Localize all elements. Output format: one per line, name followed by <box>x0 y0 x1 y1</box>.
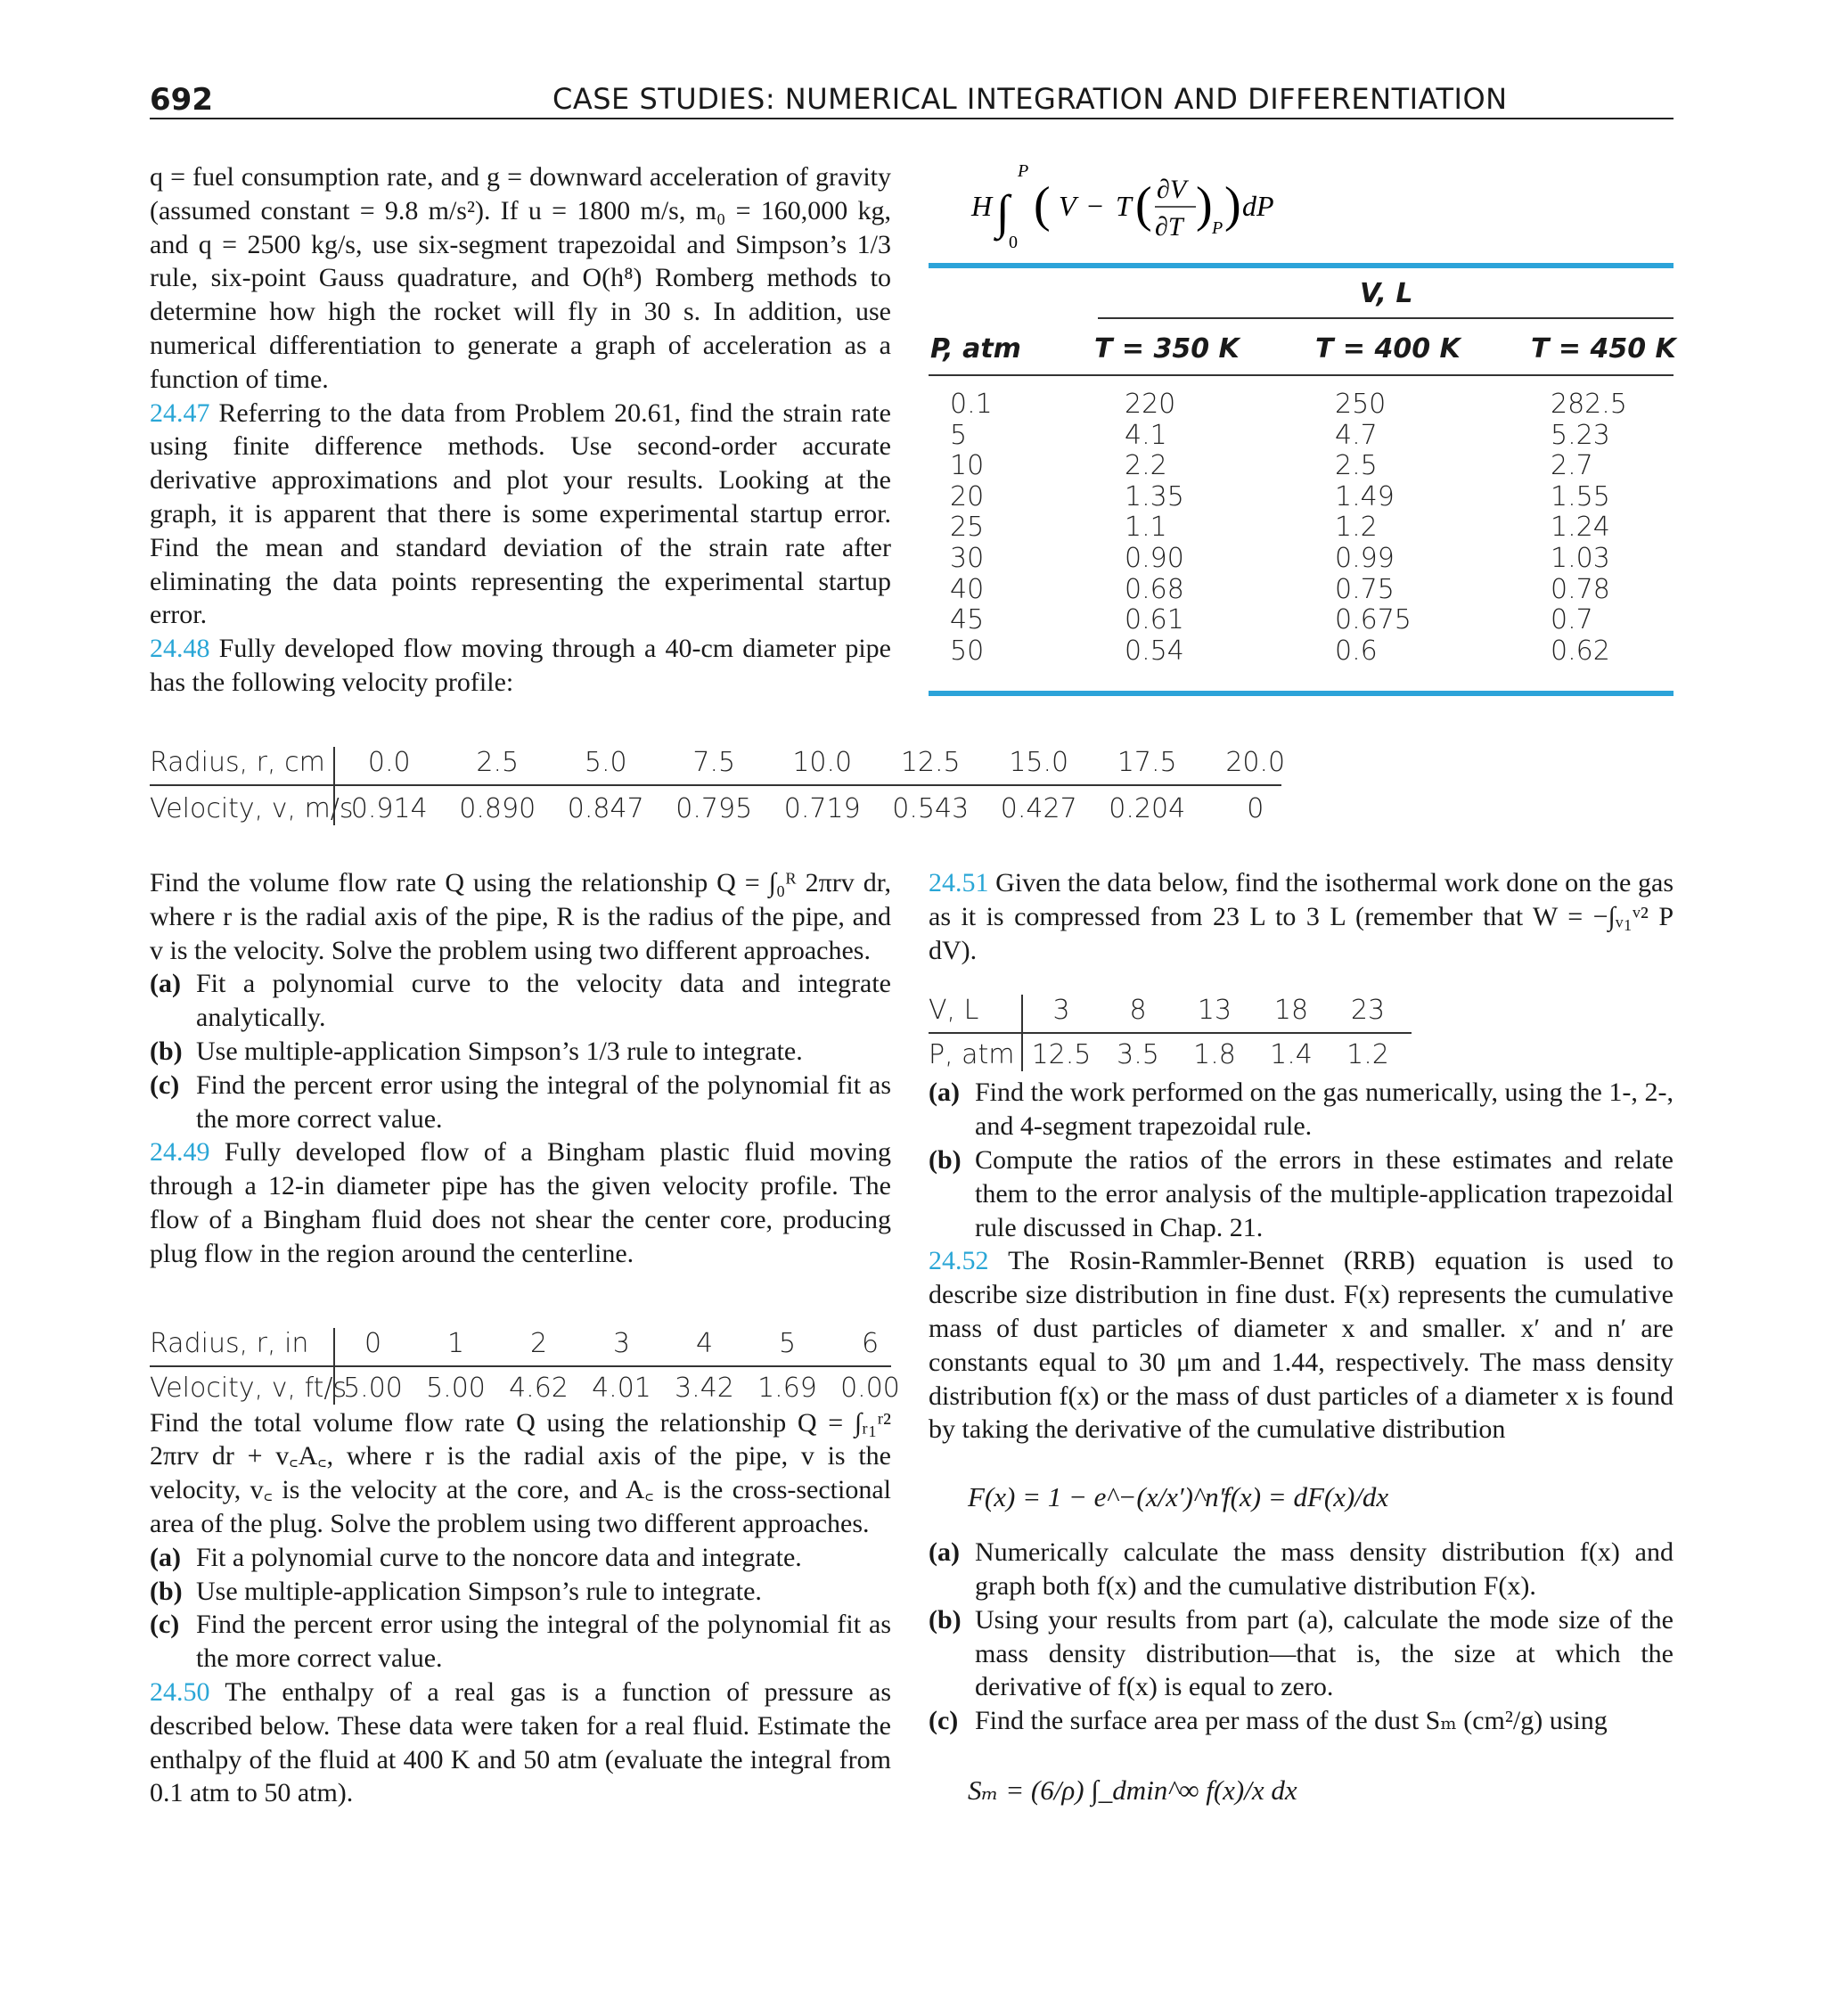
volume-cell: 2.5 <box>1335 450 1378 482</box>
part-text: Use multiple-application Simpson’s rule to integrate. <box>196 1576 762 1606</box>
table-cell: 15.0 <box>1009 747 1069 778</box>
part-label: (a) <box>929 1537 960 1568</box>
volume-cell: 0.61 <box>1125 604 1184 636</box>
volume-cell: 4.7 <box>1335 419 1378 451</box>
problem-24-49 <box>150 1135 891 1270</box>
part-a <box>929 1076 1674 1143</box>
part-c <box>150 1069 891 1136</box>
table-cell: 2.5 <box>476 747 520 778</box>
table-cell: 0.543 <box>892 793 970 824</box>
integral-sign: ∫ <box>996 185 1010 239</box>
row-label-volume: V, L <box>929 995 979 1026</box>
volume-cell: 250 <box>1335 389 1387 420</box>
group-header-rule <box>1098 317 1674 319</box>
table-cell: 23 <box>1350 995 1386 1026</box>
part-a <box>150 967 891 1035</box>
part-a <box>929 1536 1674 1603</box>
part-text: Find the work performed on the gas numerically, using the 1-, 2-, and 4-segment trapezoidal rule. <box>975 1078 1674 1142</box>
table-cell: 0.0 <box>367 747 411 778</box>
formula-T: T <box>1116 190 1132 222</box>
table-cell: 7.5 <box>692 747 736 778</box>
formula-dP: dP <box>1242 190 1274 222</box>
partial-V: ∂V <box>1157 175 1187 204</box>
part-label: (c) <box>929 1706 959 1736</box>
pressure-cell: 20 <box>950 480 985 512</box>
part-text: Find the percent error using the integral of the polynomial fit as the more correct value. <box>196 1069 891 1134</box>
table-cell: 5.00 <box>343 1373 403 1404</box>
col-header-350: T = 350 K <box>1094 333 1240 365</box>
table-top-rule <box>929 263 1674 268</box>
paren-open: ( <box>1034 177 1051 233</box>
volume-cell: 0.54 <box>1125 635 1184 667</box>
table-cell: 2 <box>529 1328 548 1359</box>
table-cell: 1.8 <box>1193 1039 1236 1070</box>
total-flow-paragraph: Find the total volume flow rate Q using the relationship Q = ∫ᵣ₁ʳ² 2πrv dr + v꜀A꜀, where r is the radial axis of the pipe, v is the velocity, v꜀ is the velocity at the core, and A꜀ is the cross-sectional area of the plug. Solve the problem using two different approaches. <box>150 1407 891 1538</box>
problem-24-51 <box>929 866 1674 967</box>
table-cell: 13 <box>1197 995 1232 1026</box>
volume-cell: 2.2 <box>1125 450 1167 482</box>
problem-number: 24.49 <box>150 1137 210 1168</box>
part-text: Use multiple-application Simpson’s 1/3 rule to integrate. <box>196 1036 803 1066</box>
part-label: (a) <box>929 1078 960 1108</box>
problem-number: 24.51 <box>929 868 989 897</box>
volume-cell: 1.49 <box>1335 480 1395 512</box>
volume-cell: 2.7 <box>1551 450 1593 482</box>
table-cell: 0.847 <box>567 793 644 824</box>
part-label: (c) <box>150 1069 180 1100</box>
volume-cell: 220 <box>1125 389 1176 420</box>
volume-cell: 0.62 <box>1551 635 1610 667</box>
volume-cell: 282.5 <box>1551 389 1627 420</box>
table-cell: 17.5 <box>1117 747 1177 778</box>
problem-24-52 <box>929 1244 1674 1446</box>
rrb-equations <box>929 1446 1674 1536</box>
table-cell: 1.69 <box>757 1373 817 1404</box>
paren-close: ) <box>1224 177 1241 233</box>
volume-cell: 0.75 <box>1335 573 1395 605</box>
part-b <box>150 1575 891 1609</box>
table-cell: 12.5 <box>1031 1039 1092 1070</box>
eq-surface-area: Sₘ = (6/ρ) ∫_dmin^∞ f(x)/x dx <box>968 1774 1297 1806</box>
volume-cell: 0.99 <box>1335 543 1395 574</box>
part-text: Numerically calculate the mass density distribution f(x) and graph both f(x) and the cumulative distribution F(x). <box>975 1537 1674 1601</box>
table-cell: 0.719 <box>783 793 861 824</box>
problem-text: Referring to the data from Problem 20.61, find the strain rate using finite difference methods. Use second-order accurate derivative approximations and plot your results. Looking at the graph, it is apparent that there is some experimental startup error. Find the mean and standard deviation of the strain rate after eliminating the data points representing the experimental startup error. <box>150 397 891 630</box>
table-cell: 5.0 <box>584 747 627 778</box>
problem-text: Given the data below, find the isothermal work done on the gas as it is compressed from 23 L to 3 L (remember that W = −∫ᵥ₁ᵛ² P dV). <box>929 868 1674 965</box>
formula-H: H <box>971 190 993 222</box>
volume-cell: 0.78 <box>1551 573 1610 605</box>
pressure-cell: 5 <box>950 419 968 451</box>
volume-cell: 1.35 <box>1125 480 1184 512</box>
pressure-cell: 10 <box>950 450 985 482</box>
table-cell: 0.427 <box>1000 793 1077 824</box>
table-cell: 0.00 <box>840 1373 900 1404</box>
pressure-cell: 40 <box>950 573 985 605</box>
partial-T: ∂T <box>1155 212 1183 242</box>
volume-cell: 0.90 <box>1125 543 1184 574</box>
formula-V: V <box>1059 190 1076 222</box>
table-cell: 4 <box>695 1328 714 1359</box>
row-label-radius: Radius, r, in <box>150 1328 309 1359</box>
row-label-velocity: Velocity, v, ft/s <box>150 1373 348 1404</box>
table-cell: 3.5 <box>1117 1039 1159 1070</box>
header-rule <box>150 118 1674 119</box>
table-cell: 5.00 <box>426 1373 486 1404</box>
subscript-P: P <box>1212 218 1223 238</box>
part-label: (a) <box>150 969 181 999</box>
pressure-cell: 30 <box>950 543 985 574</box>
problem-number: 24.47 <box>150 397 210 428</box>
volume-cell: 1.24 <box>1551 512 1610 544</box>
eq-density: f(x) = dF(x)/dx <box>1223 1481 1389 1513</box>
volume-cell: 1.55 <box>1551 480 1610 512</box>
problem-text: The Rosin-Rammler-Bennet (RRB) equation is used to describe size distribution in fine dust. F(x) represents the cumulative mass of dust particles of diameter x and smaller. x′ and n′ are constants equal to 30 μm and 1.44, respectively. The mass density distribution f(x) or the mass of dust particles of a diameter x is found by taking the derivative of the cumulative distribution <box>929 1246 1674 1445</box>
volume-cell: 5.23 <box>1551 419 1610 451</box>
problem-text: Fully developed flow moving through a 40-cm diameter pipe has the following velocity profile: <box>150 634 891 697</box>
table-cell: 0.914 <box>350 793 428 824</box>
table-divider-horizontal <box>150 1365 891 1367</box>
part-label: (a) <box>150 1542 181 1572</box>
table-cell: 1.4 <box>1270 1039 1313 1070</box>
part-label: (b) <box>150 1576 183 1606</box>
table-cell: 12.5 <box>900 747 961 778</box>
volume-cell: 1.03 <box>1551 543 1610 574</box>
lower-limit: 0 <box>1009 233 1018 252</box>
problem-number: 24.52 <box>929 1246 989 1276</box>
table-cell: 5 <box>778 1328 797 1359</box>
part-text: Compute the ratios of the errors in these estimates and relate them to the error analysis of the multiple-application trapezoidal rule discussed in Chap. 21. <box>975 1144 1674 1242</box>
table-cell: 3 <box>612 1328 631 1359</box>
running-head: CASE STUDIES: NUMERICAL INTEGRATION AND DIFFERENTIATION <box>552 82 1508 116</box>
part-label: (b) <box>929 1144 962 1175</box>
volume-cell: 0.675 <box>1335 604 1412 636</box>
row-label-pressure: P, atm <box>929 1039 1015 1070</box>
pressure-cell: 25 <box>950 512 985 544</box>
volume-cell: 1.1 <box>1125 512 1167 544</box>
volume-cell: 1.2 <box>1335 512 1378 544</box>
part-label: (c) <box>150 1610 180 1640</box>
paren-inner-open: ( <box>1135 177 1152 233</box>
part-c <box>150 1608 891 1676</box>
problem-text: The enthalpy of a real gas is a function of pressure as described below. These data were taken for a real fluid. Estimate the enthalpy of the fluid at 400 K and 50 atm (evaluate the integral from 0.1 atm to 50 atm). <box>150 1676 891 1808</box>
table-cell: 0.204 <box>1109 793 1186 824</box>
enthalpy-formula <box>962 162 1337 260</box>
table-divider-horizontal <box>150 784 1281 786</box>
group-header-V: V, L <box>1360 278 1413 309</box>
col-header-450: T = 450 K <box>1531 333 1676 365</box>
table-bottom-rule <box>929 691 1674 696</box>
table-cell: 0.795 <box>675 793 753 824</box>
surface-area-equation <box>929 1738 1674 1818</box>
part-b <box>929 1143 1674 1244</box>
table-cell: 10.0 <box>792 747 853 778</box>
volume-cell: 0.6 <box>1335 635 1378 667</box>
volume-cell: 4.1 <box>1125 419 1167 451</box>
pressure-cell: 45 <box>950 604 985 636</box>
left-column-top <box>150 160 891 700</box>
part-a <box>150 1541 891 1575</box>
problem-number: 24.48 <box>150 634 210 664</box>
minus: − <box>1087 190 1104 222</box>
part-b <box>150 1035 891 1069</box>
table-cell: 3.42 <box>675 1373 734 1404</box>
table-cell: 0 <box>364 1328 382 1359</box>
pressure-cell: 0.1 <box>950 389 993 420</box>
pressure-cell: 50 <box>950 635 985 667</box>
table-cell: 4.01 <box>592 1373 651 1404</box>
part-text: Find the percent error using the integral of the polynomial fit as the more correct value. <box>196 1610 891 1674</box>
page-number: 692 <box>150 82 213 118</box>
rocket-problem-continuation: q = fuel consumption rate, and g = downward acceleration of gravity (assumed constant = 9.8 m/s²). If u = 1800 m/s, m₀ = 160,000 kg, and q = 2500 kg/s, use six-segment trapezoidal and Simpson’s 1/3 rule, six-point Gauss quadrature, and O(h⁸) Romberg methods to determine how high the rocket will fly in 30 s. In addition, use numerical differentiation to generate a graph of acceleration as a function of time. <box>150 162 891 394</box>
part-text: Find the surface area per mass of the dust Sₘ (cm²/g) using <box>975 1706 1608 1736</box>
table-divider-horizontal <box>929 1032 1412 1034</box>
paren-inner-close: ) <box>1196 177 1213 233</box>
table-cell: 6 <box>861 1328 880 1359</box>
problem-24-50 <box>150 1676 891 1810</box>
problem-24-47 <box>150 397 891 633</box>
upper-limit: P <box>1018 162 1029 181</box>
col-header-400: T = 400 K <box>1315 333 1461 365</box>
col-header-pressure: P, atm <box>930 333 1021 365</box>
volume-cell: 0.68 <box>1125 573 1184 605</box>
table-cell: 0 <box>1247 793 1264 824</box>
problem-number: 24.50 <box>150 1676 210 1707</box>
row-label-radius: Radius, r, cm <box>150 747 325 778</box>
part-text: Using your results from part (a), calculate the mode size of the mass density distribution—that is, the size at which the derivative of f(x) is equal to zero. <box>975 1604 1674 1702</box>
table-cell: 18 <box>1273 995 1309 1026</box>
part-b <box>929 1603 1674 1704</box>
table-cell: 1 <box>446 1328 465 1359</box>
part-text: Fit a polynomial curve to the velocity data and integrate analytically. <box>196 969 891 1033</box>
volume-cell: 0.7 <box>1551 604 1593 636</box>
table-cell: 0.890 <box>459 793 536 824</box>
problem-text: Fully developed flow of a Bingham plastic fluid moving through a 12-in diameter pipe has the given velocity profile. The flow of a Bingham fluid does not shear the center core, producing plug flow in the region around the centerline. <box>150 1137 891 1268</box>
row-label-velocity: Velocity, v, m/s <box>150 793 354 824</box>
table-cell: 20.0 <box>1225 747 1286 778</box>
part-label: (b) <box>929 1604 962 1635</box>
table-cell: 4.62 <box>509 1373 569 1404</box>
flow-rate-paragraph: Find the volume flow rate Q using the relationship Q = ∫₀ᴿ 2πrv dr, where r is the radial axis of the pipe, R is the radius of the pipe, and v is the velocity. Solve the problem using two different approaches. <box>150 868 891 965</box>
part-text: Fit a polynomial curve to the noncore data and integrate. <box>196 1542 802 1572</box>
problem-24-48 <box>150 632 891 700</box>
header-rule <box>929 374 1674 376</box>
table-cell: 1.2 <box>1346 1039 1389 1070</box>
part-c <box>929 1704 1674 1738</box>
table-cell: 3 <box>1052 995 1070 1026</box>
part-label: (b) <box>150 1036 183 1066</box>
table-cell: 8 <box>1129 995 1147 1026</box>
eq-cumulative: F(x) = 1 − e^−(x/x′)^n′ <box>968 1481 1225 1513</box>
